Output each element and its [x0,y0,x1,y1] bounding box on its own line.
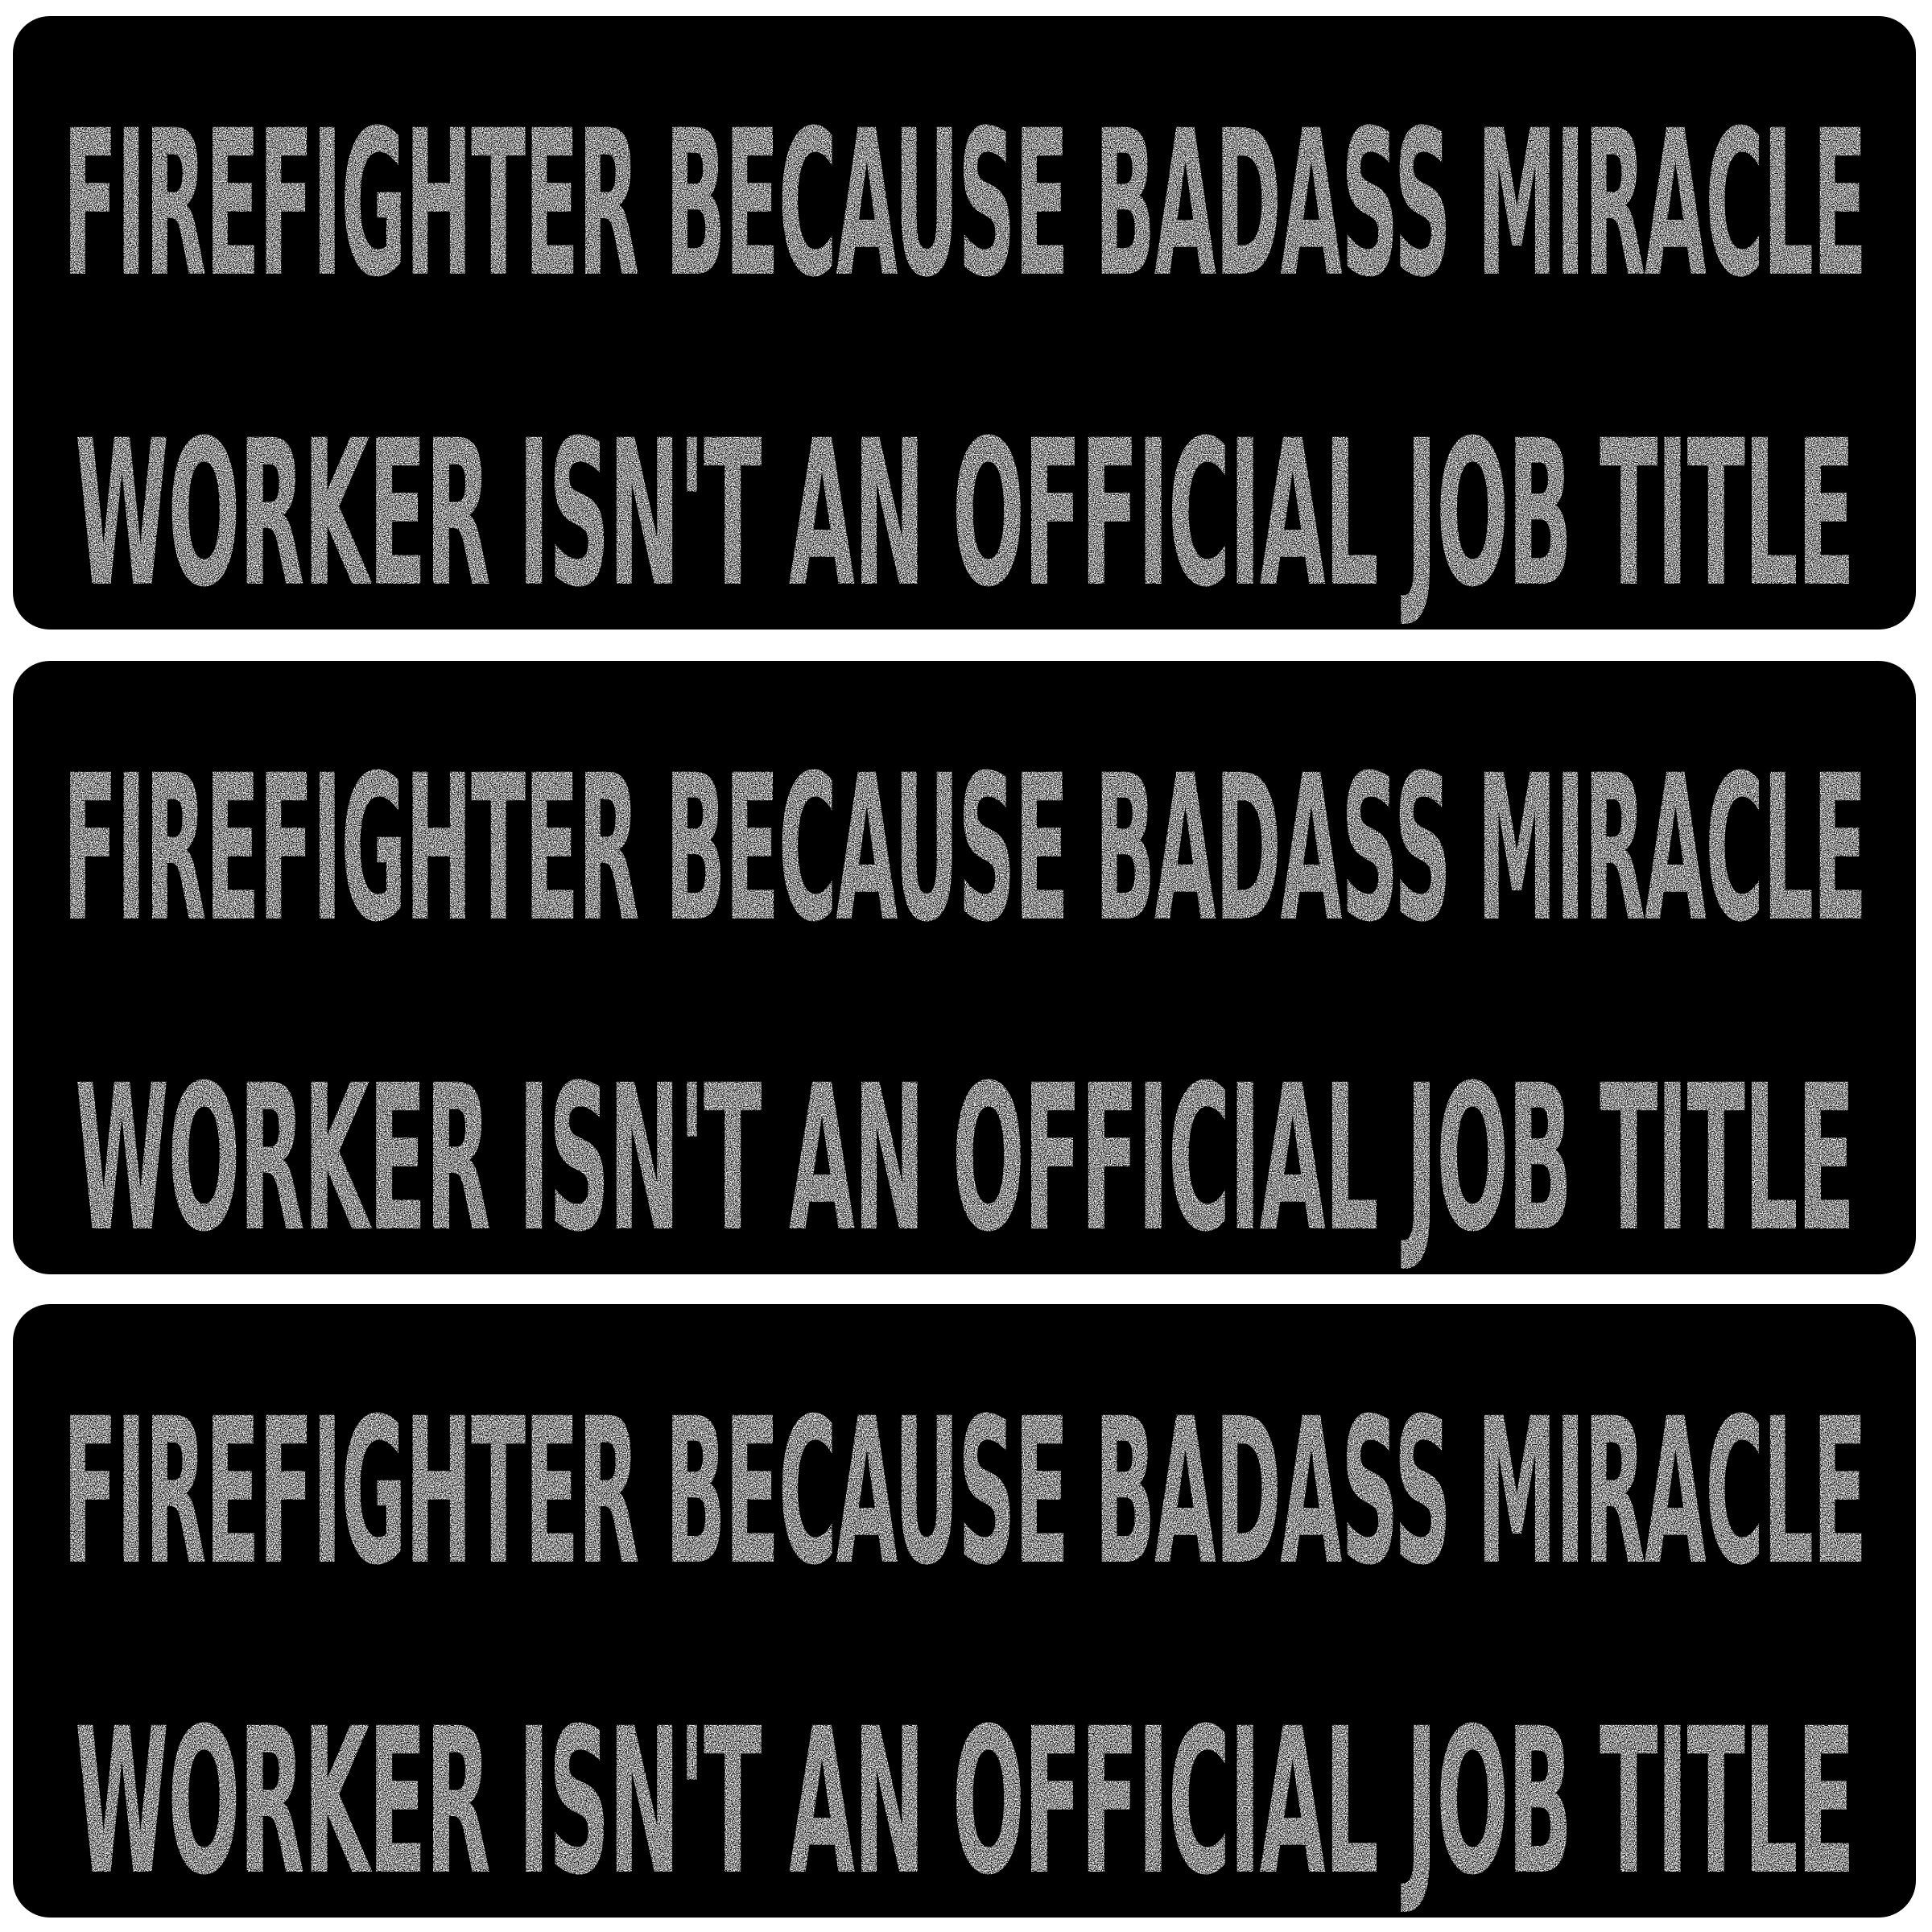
sticker-2-text-art [13,661,1916,1274]
sticker-1-line-2: WORKER ISN'T AN OFFICIAL JOB TITLE [75,397,1854,630]
sticker-3 [13,1304,1916,1918]
sticker-3-line-1: FIREFIGHTER BECAUSE BADASS MIRACLE [63,1375,1866,1609]
sticker-1-line-1: FIREFIGHTER BECAUSE BADASS MIRACLE [63,87,1866,321]
sticker-2 [13,661,1916,1274]
sticker-3-text-art [13,1304,1916,1918]
sticker-1-text-art [13,16,1916,630]
sticker-3-line-2: WORKER ISN'T AN OFFICIAL JOB TITLE [75,1685,1854,1918]
sticker-2-line-2: WORKER ISN'T AN OFFICIAL JOB TITLE [75,1042,1854,1274]
sticker-1 [13,16,1916,630]
sticker-2-line-1: FIREFIGHTER BECAUSE BADASS MIRACLE [63,732,1866,966]
